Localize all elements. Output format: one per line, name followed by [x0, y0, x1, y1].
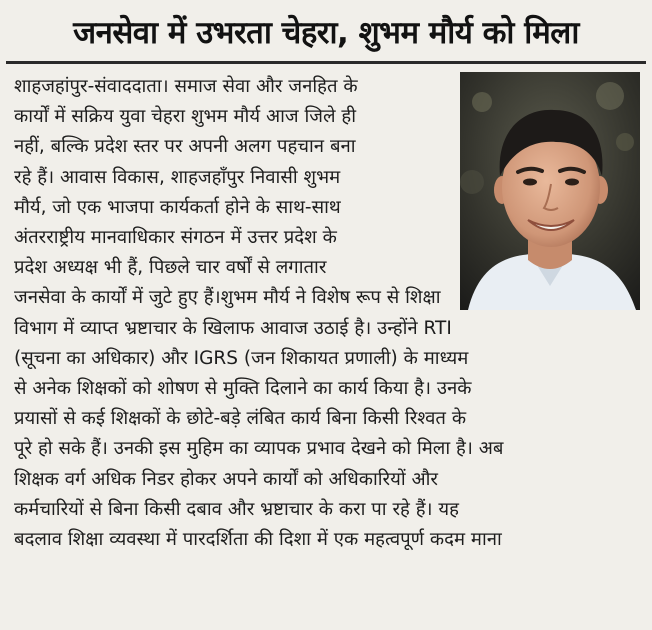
article-headline: जनसेवा में उभरता चेहरा, शुभम मौर्य को मिला [73, 15, 579, 51]
article-line: नहीं, बल्कि प्रदेश स्तर पर अपनी अलग पहचान बना [14, 136, 356, 158]
headline-rule [6, 61, 646, 64]
article-body [14, 72, 644, 555]
article-line: से अनेक शिक्षकों को शोषण से मुक्ति दिलाने का कार्य किया है। उनके [14, 378, 472, 400]
article-line: बदलाव शिक्षा व्यवस्था में पारदर्शिता की दिशा में एक महत्वपूर्ण कदम माना [14, 529, 502, 551]
article-line: प्रदेश अध्यक्ष भी हैं, पिछले चार वर्षों से लगातार [14, 257, 327, 279]
article-line: पूरे हो सके हैं। उनकी इस मुहिम का व्यापक प्रभाव देखने को मिला है। अब [14, 438, 504, 460]
article-line: विभाग में व्याप्त भ्रष्टाचार के खिलाफ आवाज उठाई है। उन्होंने RTI [14, 317, 452, 339]
article-line: कार्यों में सक्रिय युवा चेहरा शुभम मौर्य आज जिले ही [14, 106, 357, 128]
article-line: शिक्षक वर्ग अधिक निडर होकर अपने कार्यों को अधिकारियों और [14, 468, 439, 490]
article-line: जनसेवा के कार्यों में जुटे हुए हैं।शुभम मौर्य ने विशेष रूप से शिक्षा [14, 287, 441, 309]
article-line: प्रयासों से कई शिक्षकों के छोटे-बड़े लंबित कार्य बिना किसी रिश्वत के [14, 408, 467, 430]
article-line: रहे हैं। आवास विकास, शाहजहाँपुर निवासी शुभम [14, 166, 341, 188]
article-line: (सूचना का अधिकार) और IGRS (जन शिकायत प्रणाली) के माध्यम [14, 347, 469, 369]
article-line: अंतरराष्ट्रीय मानवाधिकार संगठन में उत्तर प्रदेश के [14, 227, 337, 249]
article-line: मौर्य, जो एक भाजपा कार्यकर्ता होने के साथ-साथ [14, 196, 341, 218]
article-line: कर्मचारियों से बिना किसी दबाव और भ्रष्टाचार के करा पा रहे हैं। यह [14, 498, 459, 520]
article-line: शाहजहांपुर-संवाददाता। समाज सेवा और जनहित के [14, 76, 358, 97]
